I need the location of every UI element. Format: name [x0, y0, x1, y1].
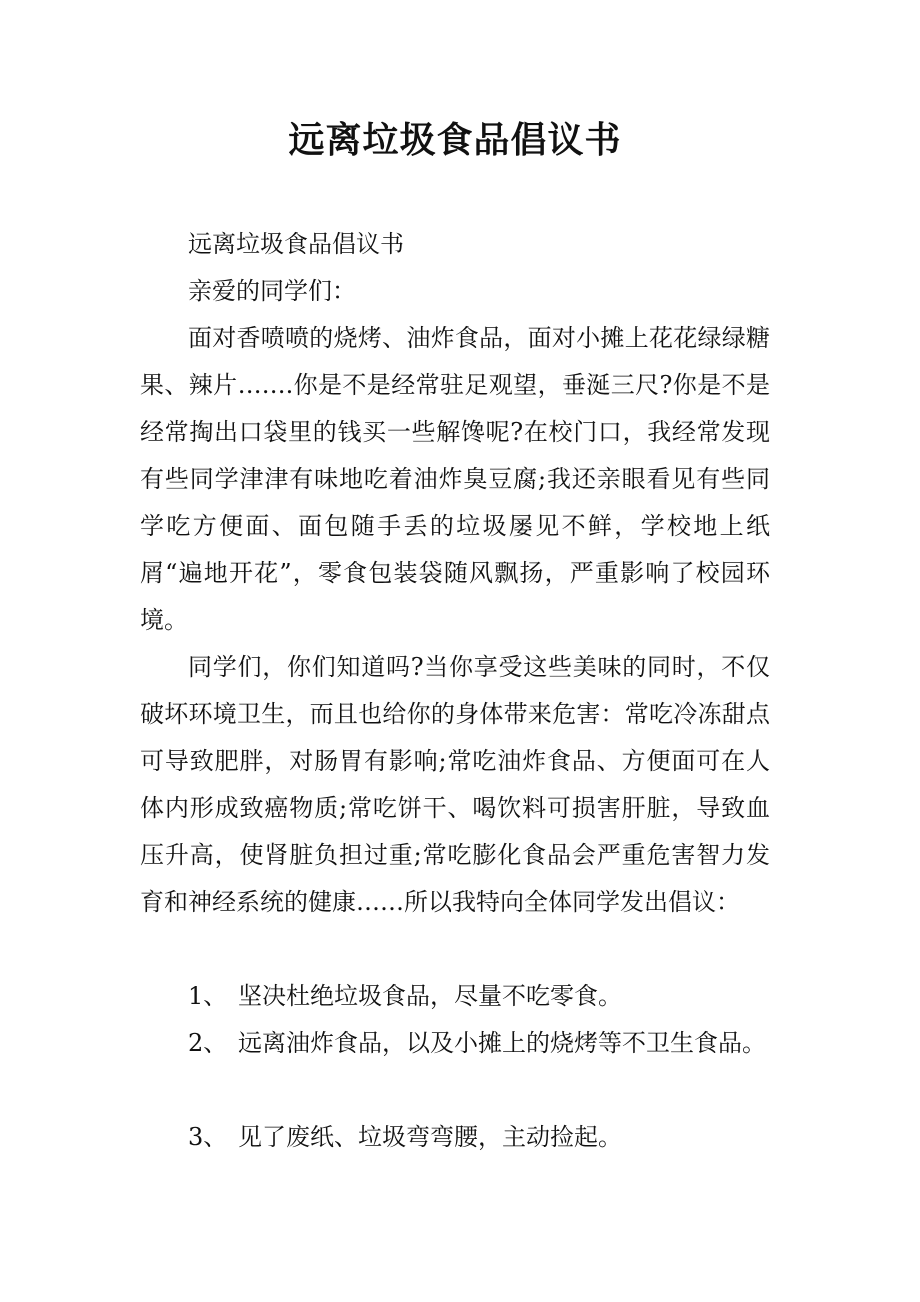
paragraph-2: 同学们，你们知道吗?当你享受这些美味的同时，不仅破坏环境卫生，而且也给你的身体带来危害：常吃冷冻甜点可导致肥胖，对肠胃有影响;常吃油炸食品、方便面可在人体内形成致癌物质;常吃饼干、喝饮料可损害肝脏，导致血压升高，使肾脏负担过重;常吃膨化食品会严重危害智力发育和神经系统的健康……所以我特向全体同学发出倡议：: [140, 653, 770, 916]
subtitle: 远离垃圾食品倡议书: [188, 230, 404, 258]
spacer: [140, 926, 770, 973]
document-body: [140, 221, 770, 1161]
list-item-text: 见了废纸、垃圾弯弯腰，主动捡起。: [238, 1123, 622, 1151]
list-item-text: 坚决杜绝垃圾食品，尽量不吃零食。: [238, 982, 622, 1010]
list-item-1: [140, 973, 770, 1020]
list-item-text: 远离油炸食品，以及小摊上的烧烤等不卫生食品。: [238, 1029, 766, 1057]
document-title: 远离垃圾食品倡议书: [288, 119, 622, 161]
list-item-number: 1、: [188, 982, 228, 1010]
salutation: 亲爱的同学们：: [188, 277, 356, 305]
list-item-3: [140, 1114, 770, 1161]
list-item-number: 2、: [188, 1029, 228, 1057]
paragraph-1: 面对香喷喷的烧烤、油炸食品，面对小摊上花花绿绿糖果、辣片…….你是不是经常驻足观望，垂涎三尺?你是不是经常掏出口袋里的钱买一些解馋呢?在校门口，我经常发现有些同学津津有味地吃着油炸臭豆腐;我还亲眼看见有些同学吃方便面、面包随手丢的垃圾屡见不鲜，学校地上纸屑“遍地开花”，零食包装袋随风飘扬，严重影响了校园环境。: [140, 324, 770, 634]
spacer: [140, 1067, 770, 1114]
list-item-number: 3、: [188, 1123, 228, 1151]
list-item-2: [140, 1020, 770, 1067]
